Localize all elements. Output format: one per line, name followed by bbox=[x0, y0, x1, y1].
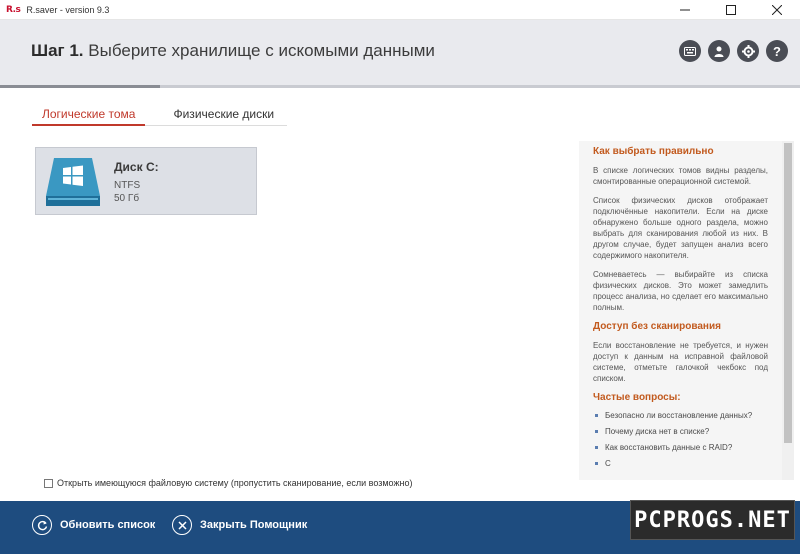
maximize-icon[interactable] bbox=[708, 0, 754, 20]
minimize-icon[interactable] bbox=[662, 0, 708, 20]
help-scrollbar[interactable] bbox=[782, 141, 794, 480]
close-circle-icon bbox=[172, 515, 192, 535]
tab-logical-volumes[interactable]: Логические тома bbox=[32, 104, 145, 126]
faq-link[interactable]: С bbox=[593, 459, 768, 468]
refresh-icon bbox=[32, 515, 52, 535]
volume-tabs bbox=[32, 104, 287, 126]
help-scrollbar-thumb[interactable] bbox=[784, 143, 792, 443]
help-heading-access: Доступ без сканирования bbox=[593, 321, 721, 332]
help-heading-faq: Частые вопросы: bbox=[593, 392, 681, 403]
app-logo-icon: R.s bbox=[6, 4, 21, 15]
page-title bbox=[31, 41, 435, 61]
watermark: PCPROGS.NET bbox=[630, 500, 795, 540]
keyboard-icon[interactable] bbox=[679, 40, 701, 62]
wizard-header bbox=[0, 20, 800, 88]
help-heading-choose: Как выбрать правильно bbox=[593, 146, 714, 157]
faq-link[interactable]: Как восстановить данные с RAID? bbox=[593, 443, 768, 452]
refresh-list-label: Обновить список bbox=[60, 519, 156, 531]
disk-size: 50 Гб bbox=[114, 193, 140, 204]
help-paragraph: В списке логических томов видны разделы, смонтированные операционной системой. bbox=[593, 166, 768, 186]
close-icon[interactable] bbox=[754, 0, 800, 20]
open-filesystem-label: Открыть имеющуюся файловую систему (пропустить сканирование, если возможно) bbox=[57, 478, 413, 488]
header-toolbar bbox=[679, 40, 788, 62]
wizard-progress-bar bbox=[0, 85, 160, 88]
window-controls bbox=[662, 0, 800, 20]
question-icon[interactable]: ? bbox=[766, 40, 788, 62]
user-icon[interactable] bbox=[708, 40, 730, 62]
close-wizard-label: Закрыть Помощник bbox=[200, 519, 308, 531]
step-number: Шаг 1. bbox=[31, 41, 84, 60]
close-wizard-button[interactable] bbox=[172, 515, 307, 535]
tab-physical-disks[interactable]: Физические диски bbox=[173, 107, 275, 121]
faq-list bbox=[593, 411, 768, 468]
faq-link[interactable]: Безопасно ли восстановление данных? bbox=[593, 411, 768, 420]
help-paragraph: Список физических дисков отображает подключённые накопители. Если на диске обнаружено больше одного раздела, можно выбрать для сканирования любой из них. В другом случае, будет запущен анализ всего содержимого накопителя. bbox=[593, 196, 768, 260]
open-filesystem-checkbox[interactable] bbox=[44, 479, 53, 488]
disk-filesystem: NTFS bbox=[114, 180, 141, 191]
title-bar bbox=[0, 0, 800, 20]
windows-disk-icon bbox=[44, 156, 102, 208]
window-title: R.saver - version 9.3 bbox=[26, 4, 110, 15]
help-paragraph: Если восстановление не требуется, и нужен доступ к данным на исправной файловой системе, отметьте галочкой чекбокс под списком. bbox=[593, 341, 768, 383]
refresh-list-button[interactable] bbox=[32, 515, 155, 535]
disk-name: Диск C: bbox=[114, 160, 159, 174]
open-filesystem-option[interactable] bbox=[44, 478, 412, 488]
help-panel bbox=[579, 141, 782, 480]
step-title-text: Выберите хранилище с искомыми данными bbox=[88, 41, 435, 60]
help-paragraph: Сомневаетесь — выбирайте из списка физических дисков. Это может замедлить процесс анализа, но сделает его максимально полным. bbox=[593, 270, 768, 312]
faq-link[interactable]: Почему диска нет в списке? bbox=[593, 427, 768, 436]
gear-icon[interactable] bbox=[737, 40, 759, 62]
disk-tile[interactable] bbox=[35, 147, 257, 215]
